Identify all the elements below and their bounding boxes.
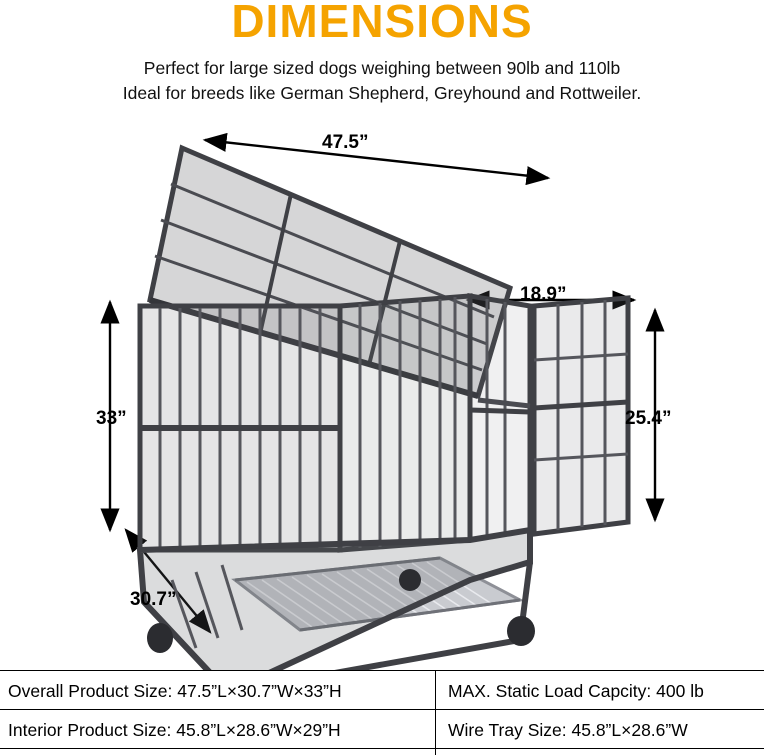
cage-illustration [0,110,764,670]
subtitle-line-2: Ideal for breeds like German Shepherd, Greyhound and Rottweiler. [122,83,642,103]
spec-overall-product-size: Overall Product Size: 47.5”L×30.7”W×33”H [8,681,342,701]
divider-bottom [0,748,764,749]
spec-interior-product-size: Interior Product Size: 45.8”L×28.6”W×29”H [8,720,341,740]
spec-max-static-load: MAX. Static Load Capcity: 400 lb [448,681,704,701]
cage-side-door [534,298,628,534]
subtitle-line-1: Perfect for large sized dogs weighing between 90lb and 110lb [143,58,621,78]
dimension-label-top-length: 47.5” [322,132,369,153]
dimension-label-depth: 30.7” [130,589,177,610]
spec-wire-tray-size: Wire Tray Size: 45.8”L×28.6”W [448,720,688,740]
cage-diagram [0,110,764,670]
divider-middle [0,709,764,710]
divider-vertical [435,670,436,755]
dimension-label-height: 33” [96,408,127,429]
dimension-label-door-height: 25.4” [625,408,672,429]
cage-body [140,296,628,670]
dimension-label-door-width: 18.9” [520,284,567,305]
divider-top [0,670,764,671]
page-title: DIMENSIONS [231,0,533,47]
